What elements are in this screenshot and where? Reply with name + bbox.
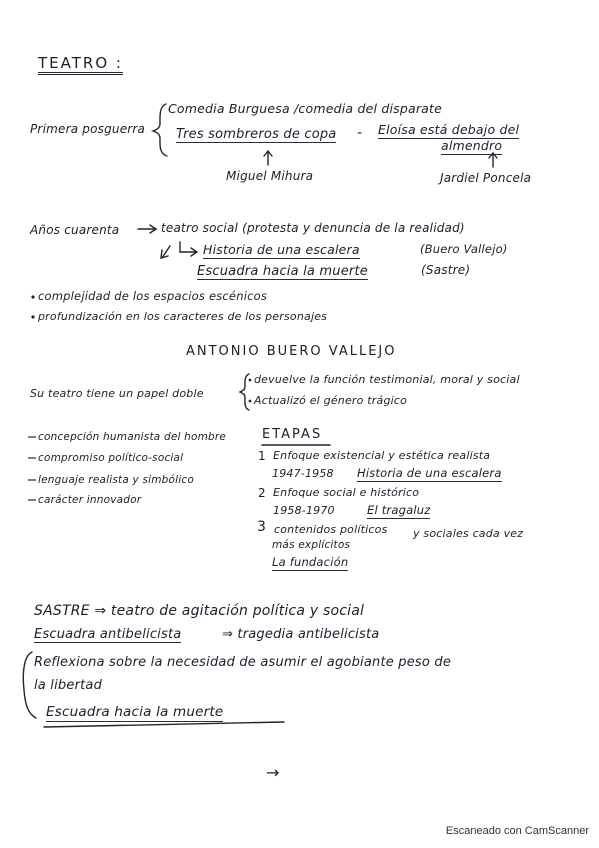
sastre-reflexion-b: la libertad (34, 678, 103, 693)
etapas-title: ETAPAS (262, 427, 323, 442)
etapa3-text-b: y sociales cada vez (413, 527, 524, 540)
arrow-down-left (161, 246, 170, 258)
arrow-cuarenta (138, 225, 156, 233)
etapa2-years: 1958-1970 (273, 504, 335, 517)
bullet-dot (31, 295, 34, 298)
etapa1-work: Historia de una escalera (357, 466, 502, 480)
scanner-watermark: Escaneado con CamScanner (445, 825, 589, 837)
buero-trait-3: lenguaje realista y simbólico (38, 474, 194, 486)
cuarenta-label: Años cuarenta (30, 223, 120, 237)
etapa2-work: El tragaluz (367, 503, 431, 517)
cuarenta-work2: Escuadra hacia la muerte (197, 264, 368, 279)
etapa3-text-a: contenidos políticos (274, 523, 388, 536)
buero-intro: Su teatro tiene un papel doble (30, 387, 204, 400)
cuarenta-work1-note: (Buero Vallejo) (420, 242, 508, 256)
arrow-bent (180, 242, 197, 256)
arrow-up-jardiel (489, 153, 497, 167)
buero-heading: ANTONIO BUERO VALLEJO (186, 344, 397, 359)
etapa2-text: Enfoque social e histórico (273, 486, 420, 499)
posguerra-author2: Jardiel Poncela (440, 171, 532, 185)
sastre-genre: ⇒ tragedia antibelicista (222, 627, 380, 642)
etapa3-num: 3 (257, 519, 267, 535)
etapa1-text: Enfoque existencial y estética realista (273, 449, 491, 462)
posguerra-label: Primera posguerra (30, 122, 146, 136)
posguerra-work2b: almendro (441, 138, 503, 153)
etapa3-work: La fundación (272, 555, 349, 569)
page-title: TEATRO : (38, 56, 123, 75)
escuadra-underline (44, 722, 284, 727)
bullet-dot (31, 315, 34, 318)
continue-arrow: → (266, 763, 280, 782)
cuarenta-bullet1: complejidad de los espacios escénicos (38, 289, 268, 303)
brace-papel (240, 374, 249, 410)
bullet-dot (249, 379, 252, 382)
buero-trait-1: concepción humanista del hombre (38, 431, 227, 443)
cuarenta-bullet2: profundización en los caracteres de los personajes (38, 310, 328, 323)
arrow-up-mihura (264, 151, 272, 165)
bullet-dot (249, 400, 252, 403)
posguerra-author1: Miguel Mihura (226, 169, 314, 183)
cuarenta-line1: teatro social (protesta y denuncia de la realidad) (161, 221, 465, 235)
brace-sastre (23, 652, 36, 718)
posguerra-work1: Tres sombreros de copa (176, 127, 337, 142)
sastre-line1: SASTRE ⇒ teatro de agitación política y social (34, 603, 365, 619)
cuarenta-work2-note: (Sastre) (421, 263, 471, 277)
etapa1-years: 1947-1958 (272, 467, 334, 480)
posguerra-work2a: Eloísa está debajo del (378, 122, 520, 137)
cuarenta-work1: Historia de una escalera (203, 242, 360, 257)
sastre-work-repeat: Escuadra hacia la muerte (46, 704, 224, 720)
etapa3-text-c: más explícitos (272, 539, 351, 551)
buero-role1: devuelve la función testimonial, moral y social (254, 373, 520, 386)
sastre-reflexion-a: Reflexiona sobre la necesidad de asumir el agobiante peso de (34, 655, 452, 670)
posguerra-dash: - (357, 125, 363, 141)
posguerra-line1: Comedia Burguesa /comedia del disparate (168, 101, 443, 116)
brace-posguerra (153, 104, 167, 156)
sastre-work: Escuadra antibelicista (34, 627, 182, 642)
buero-trait-2: compromiso político-social (38, 452, 184, 464)
buero-role2: Actualizó el género trágico (254, 394, 408, 407)
etapa1-num: 1 (258, 449, 266, 463)
buero-trait-4: carácter innovador (38, 494, 142, 506)
etapa2-num: 2 (258, 486, 266, 500)
